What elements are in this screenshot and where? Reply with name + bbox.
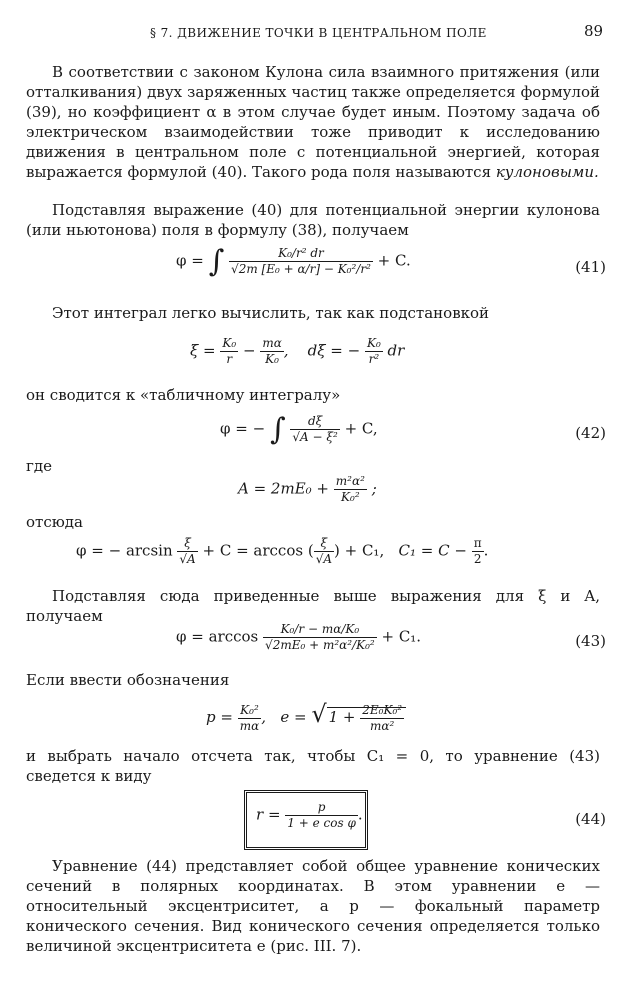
subst-frac-2 [260, 336, 283, 367]
integral-sign: ∫ [269, 412, 286, 447]
phi-arcsin: φ = − arcsin [76, 541, 173, 560]
eq41-denominator: √2m [E₀ + α/r] − K₀²/r² [231, 262, 371, 276]
def-e: e = [280, 708, 307, 726]
eq42-numerator: dξ [290, 414, 339, 430]
def-frac-1-den: mα [239, 718, 260, 733]
equation-44 [256, 800, 363, 831]
def-frac-1 [238, 703, 261, 734]
eq42-lhs: φ = − [220, 419, 266, 438]
phi-frac-3-den: 2 [473, 552, 482, 566]
def-one-plus: 1 + [328, 708, 356, 726]
subst-frac-2-den: K₀ [265, 352, 279, 366]
subst-frac-3-num: K₀ [366, 336, 381, 350]
eq43-denominator: √2mE₀ + m²α²/K₀² [265, 638, 375, 652]
paragraph-conic-sections: Уравнение (44) представляет собой общее уравнение конических сечений в полярных координатах. В этом уравнении e — относительный эксцентриситет, а p — фокальный параметр конического сечения. Вид конического сечения определяется только величиной эксцентриситета e (рис. III. 7). [26, 857, 600, 955]
equation-42 [220, 412, 378, 447]
eq41-fraction [229, 246, 373, 277]
equation-41-label: (41) [575, 258, 606, 276]
def-frac-2 [360, 703, 404, 734]
eq44-rhs: . [357, 805, 363, 824]
eq43-numerator: K₀/r − mα/K₀ [263, 622, 377, 638]
eqa-lhs: A = 2mE₀ + [238, 479, 330, 498]
equation-43-label: (43) [575, 632, 606, 650]
paragraph-integral: Этот интеграл легко вычислить, так как подстановкой [52, 304, 490, 322]
paragraph-substitution: Подставляя выражение (40) для потенциальной энергии кулонова (или ньютонова) поля в формулу (38), получаем [26, 201, 600, 239]
integral-sign: ∫ [208, 244, 225, 279]
def-comma: , [261, 708, 266, 726]
def-p: p = [206, 708, 233, 726]
eq41-lhs: φ = [176, 251, 204, 270]
equation-43 [176, 622, 421, 653]
subst-frac-3-den: r² [368, 352, 380, 366]
paragraph-table-integral: он сводится к «табличному интегралу» [26, 386, 341, 404]
eq43-lhs: φ = arccos [176, 627, 259, 646]
word-where: где [26, 457, 52, 475]
equation-41 [176, 244, 411, 279]
phi-frac-1-den: √A [179, 552, 196, 566]
paragraph-coulomb-text: В соответствии с законом Кулона сила взаимного притяжения (или отталкивания) двух заряженных частиц также определяется формулой (39), но коэффициент α в этом случае будет иным. Поэтому задача об электрическом взаимодействии тоже приводит к исследованию движения в центральном поле с потенциальной энергией, которая выражается формулой (40). Такого рода поля называются [26, 63, 600, 181]
term-coulomb: кулоновыми. [495, 163, 599, 181]
eq44-lhs: r = [256, 805, 281, 824]
def-radicand [327, 702, 406, 733]
eq42-fraction [290, 414, 339, 445]
eq44-denominator: 1 + e cos φ [287, 816, 356, 830]
subst-dr: dr [387, 341, 405, 360]
eqa-rhs: ; [371, 479, 377, 498]
running-header [0, 22, 638, 48]
phi-frac-2-den: √A [315, 552, 332, 566]
subst-frac-3 [365, 336, 383, 367]
phi-c1: ) + C₁, [334, 541, 385, 560]
subst-comma: , [283, 341, 289, 360]
subst-xi: ξ = [190, 341, 216, 360]
equation-definitions [206, 700, 406, 734]
subst-frac-1 [220, 336, 238, 367]
header-title: § 7. ДВИЖЕНИЕ ТОЧКИ В ЦЕНТРАЛЬНОМ ПОЛЕ [150, 26, 487, 40]
paragraph-substitute-here: Подставляя сюда приведенные выше выражения для ξ и A, получаем [26, 587, 600, 625]
equation-44-label: (44) [575, 810, 606, 828]
phi-frac-3 [472, 536, 484, 567]
phi-arccos: + C = arccos ( [202, 541, 314, 560]
def-frac-1-num: K₀² [238, 703, 261, 719]
subst-frac-1-num: K₀ [222, 336, 237, 350]
eq42-denominator: √A − ξ² [292, 430, 338, 444]
paragraph-origin: и выбрать начало отсчета так, чтобы C₁ = 0, то уравнение (43) сведется к виду [26, 747, 600, 785]
word-whence: отсюда [26, 513, 83, 531]
def-frac-2-den: mα² [370, 718, 395, 733]
eq41-rhs: + C. [377, 251, 411, 270]
phi-frac-2-num: ξ [314, 536, 334, 552]
eq43-fraction [263, 622, 377, 653]
eq44-numerator: p [285, 800, 358, 816]
equation-phi-arcsin [76, 536, 488, 567]
subst-dxi: dξ = − [307, 341, 361, 360]
eq43-rhs: + C₁. [381, 627, 422, 646]
subst-minus: − [242, 341, 256, 360]
phi-frac-3-num: π [473, 536, 482, 550]
phi-frac-2 [314, 536, 334, 567]
equation-a [238, 474, 377, 505]
page-number: 89 [584, 22, 604, 40]
subst-frac-1-den: r [226, 352, 233, 366]
phi-frac-1-num: ξ [177, 536, 197, 552]
eqa-denominator: K₀² [341, 490, 360, 504]
eq42-rhs: + C, [344, 419, 378, 438]
eqa-numerator: m²α² [335, 474, 365, 488]
paragraph-notation: Если ввести обозначения [26, 671, 230, 689]
subst-frac-2-num: mα [262, 336, 282, 350]
equation-substitution [190, 336, 404, 367]
radical-sign: √ [311, 700, 327, 728]
phi-c1-def: C₁ = C − [398, 541, 467, 560]
eq44-fraction [285, 800, 358, 831]
equation-42-label: (42) [575, 424, 606, 442]
def-frac-2-num: 2E₀K₀² [362, 702, 403, 717]
phi-frac-1 [177, 536, 197, 567]
eq41-numerator: K₀/r² dr [229, 246, 373, 262]
paragraph-coulomb [26, 62, 600, 182]
phi-period: . [483, 541, 489, 560]
eqa-fraction [334, 474, 367, 505]
